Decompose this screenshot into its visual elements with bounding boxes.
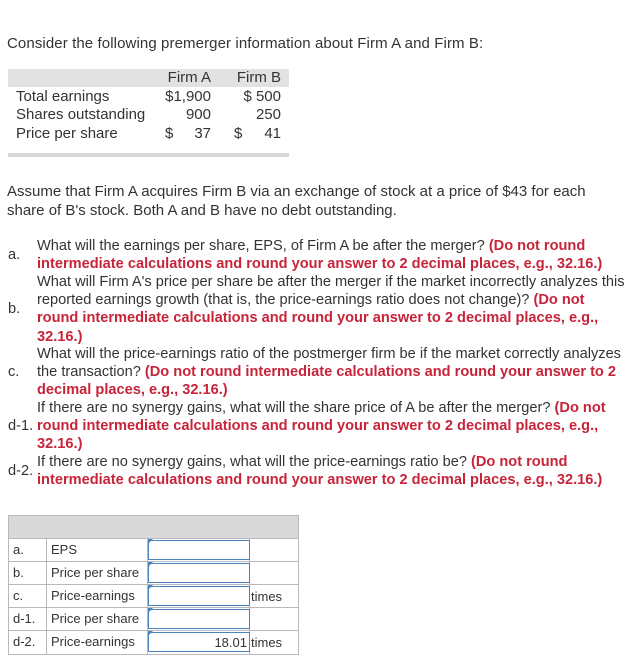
answer-row-label: d-2. bbox=[13, 634, 36, 649]
input-marker-icon bbox=[148, 631, 153, 636]
question-text: What will the price-earnings ratio of the postmerger firm be if the market correctly analyzes the transaction? bbox=[37, 346, 621, 381]
question-c bbox=[8, 345, 628, 400]
answer-row-label: a. bbox=[13, 542, 24, 557]
answer-row-name: Price-earnings bbox=[51, 588, 135, 603]
firm-a-price-dollar: $ bbox=[165, 125, 174, 142]
question-text: What will Firm A's price per share be after the merger if the market incorrectly analyzes this reported earnings growth (that is, the price-earnings ratio does not change)? bbox=[37, 274, 625, 309]
answer-row-d2 bbox=[9, 631, 298, 653]
question-instruction: (Do not round intermediate calculations and round your answer to 2 decimal places, e.g., 32.16.) bbox=[37, 454, 603, 489]
question-label: d-1. bbox=[8, 418, 34, 434]
question-label: d-2. bbox=[8, 463, 34, 479]
row-label-total-earnings: Total earnings bbox=[16, 88, 110, 105]
question-d2 bbox=[8, 453, 628, 489]
answer-unit: times bbox=[251, 589, 283, 604]
price-earnings-input-d2[interactable] bbox=[148, 632, 250, 652]
answer-row-label: b. bbox=[13, 565, 24, 580]
answer-row-name: Price-earnings bbox=[51, 634, 135, 649]
firm-b-total-earnings: $ 500 bbox=[243, 88, 281, 105]
input-marker-icon bbox=[148, 585, 153, 590]
answer-table-header bbox=[9, 516, 298, 539]
input-marker-icon bbox=[148, 539, 153, 544]
answer-unit: times bbox=[251, 635, 283, 650]
question-a bbox=[8, 237, 628, 273]
table-footer-bar bbox=[8, 153, 289, 157]
question-text: If there are no synergy gains, what will the share price of A be after the merger? bbox=[37, 400, 555, 416]
col-header-firm-a: Firm A bbox=[167, 69, 211, 86]
intro-text: Consider the following premerger information about Firm A and Firm B: bbox=[7, 35, 484, 52]
question-instruction: (Do not round intermediate calculations and round your answer to 2 decimal places, e.g., 32.16.) bbox=[37, 364, 617, 399]
answer-row-name: EPS bbox=[51, 542, 78, 557]
row-label-shares-outstanding: Shares outstanding bbox=[16, 106, 146, 123]
col-header-firm-b: Firm B bbox=[236, 69, 281, 86]
input-marker-icon bbox=[148, 608, 153, 613]
question-instruction: (Do not round intermediate calculations and round your answer to 2 decimal places, e.g., 32.16.) bbox=[37, 292, 599, 345]
input-marker-icon bbox=[148, 562, 153, 567]
question-label: c. bbox=[8, 364, 20, 380]
answer-row-a bbox=[9, 539, 298, 562]
firm-b-price-dollar: $ bbox=[234, 125, 243, 142]
firm-a-price-per-share: 37 bbox=[194, 125, 211, 142]
answer-row-label: d-1. bbox=[13, 611, 36, 626]
firm-a-shares-outstanding: 900 bbox=[185, 106, 211, 123]
answer-row-d1 bbox=[9, 608, 298, 631]
assumption-text: Assume that Firm A acquires Firm B via an exchange of stock at a price of $43 for each share of B's stock. Both A and B have no debt outstanding. bbox=[7, 183, 586, 219]
answer-row-b bbox=[9, 562, 298, 585]
question-text: If there are no synergy gains, what will the price-earnings ratio be? bbox=[37, 454, 471, 470]
answer-row-label: c. bbox=[13, 588, 24, 603]
question-label: b. bbox=[8, 301, 21, 317]
question-instruction: (Do not round intermediate calculations and round your answer to 2 decimal places, e.g., 32.16.) bbox=[37, 238, 603, 273]
row-label-price-per-share: Price per share bbox=[16, 125, 118, 142]
price-per-share-input-b[interactable] bbox=[148, 563, 250, 583]
answer-row-c bbox=[9, 585, 298, 608]
eps-input[interactable] bbox=[148, 540, 250, 560]
answer-row-name: Price per share bbox=[51, 611, 140, 626]
answer-row-name: Price per share bbox=[51, 565, 140, 580]
price-earnings-input-c[interactable] bbox=[148, 586, 250, 606]
question-d1 bbox=[8, 399, 628, 454]
question-b bbox=[8, 273, 628, 346]
question-instruction: (Do not round intermediate calculations and round your answer to 2 decimal places, e.g., 32.16.) bbox=[37, 400, 606, 453]
firm-b-shares-outstanding: 250 bbox=[255, 106, 281, 123]
firm-b-price-per-share: 41 bbox=[264, 125, 281, 142]
price-per-share-input-d1[interactable] bbox=[148, 609, 250, 629]
question-text: What will the earnings per share, EPS, of Firm A be after the merger? bbox=[37, 238, 489, 254]
answer-table bbox=[8, 515, 299, 655]
question-label: a. bbox=[8, 247, 21, 263]
firm-a-total-earnings: $1,900 bbox=[165, 88, 211, 105]
